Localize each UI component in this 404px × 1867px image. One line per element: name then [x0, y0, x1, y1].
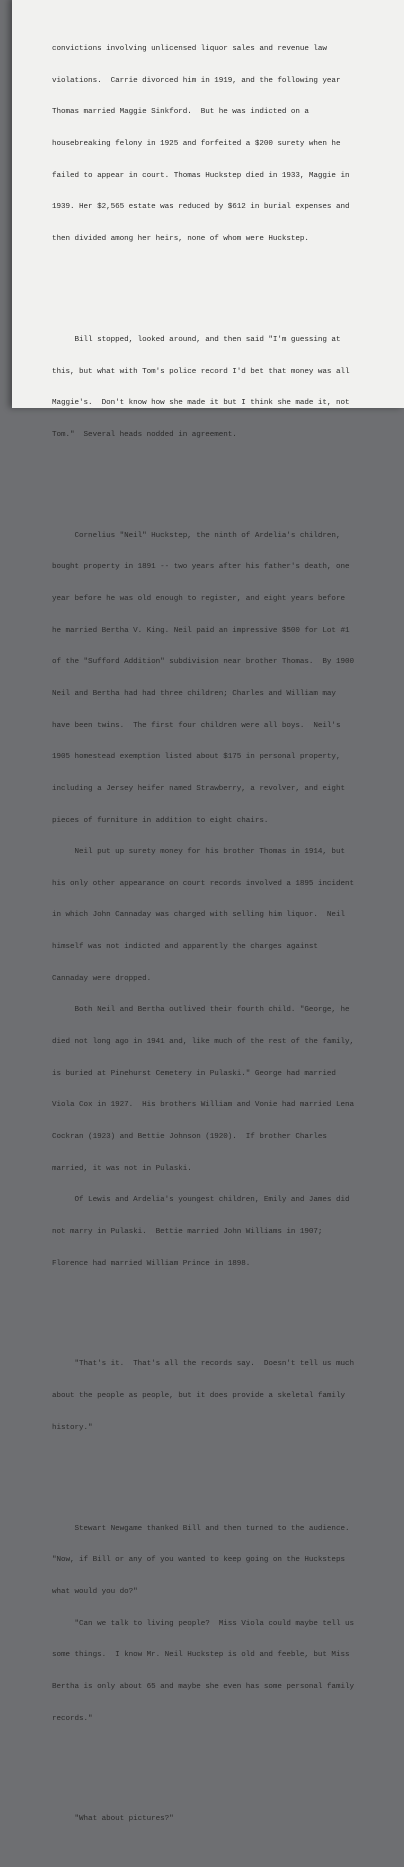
text-line: about the people as people, but it does provide a skeletal family — [52, 1392, 345, 1401]
paragraph-1 — [52, 23, 400, 266]
text-line: Cornelius "Neil" Huckstep, the ninth of Ardelia's children, — [52, 531, 341, 540]
text-line: Bertha is only about 65 and maybe she even has some personal family — [52, 1682, 354, 1691]
text-line: failed to appear in court. Thomas Huckstep died in 1933, Maggie in — [52, 171, 350, 180]
text-line: year before he was old enough to register, and eight years before — [52, 595, 345, 604]
document-body — [52, 2, 400, 1867]
text-line: Florence had married William Prince in 1898. — [52, 1259, 251, 1268]
text-line: he married Bertha V. King. Neil paid an impressive $500 for Lot #1 — [52, 626, 350, 635]
text-line: have been twins. The first four children were all boys. Neil's — [52, 721, 341, 730]
text-line: Thomas married Maggie Sinkford. But he was indicted on a — [52, 108, 309, 117]
text-line: "Can we talk to living people? Miss Viola could maybe tell us — [52, 1619, 354, 1628]
paragraph-3 — [52, 510, 400, 1290]
text-line: not marry in Pulaski. Bettie married John Williams in 1907; — [52, 1227, 323, 1236]
paragraph-5 — [52, 1503, 400, 1746]
paragraph-2 — [52, 314, 400, 462]
text-line: Viola Cox in 1927. His brothers William and Vonie had married Lena — [52, 1101, 354, 1110]
text-line: "That's it. That's all the records say. Doesn't tell us much — [52, 1360, 354, 1369]
text-line: is buried at Pinehurst Cemetery in Pulaski." George had married — [52, 1069, 336, 1078]
text-line: bought property in 1891 -- two years after his father's death, one — [52, 563, 350, 572]
text-line: including a Jersey heifer named Strawberry, a revolver, and eight — [52, 784, 345, 793]
text-line: pieces of furniture in addition to eight chairs. — [52, 816, 269, 825]
text-line: Bill stopped, looked around, and then said "I'm guessing at — [52, 335, 341, 344]
document-page — [12, 0, 404, 1824]
text-line: Tom." Several heads nodded in agreement. — [52, 430, 237, 439]
text-line: Both Neil and Bertha outlived their fourth child. "George, he — [52, 1006, 350, 1015]
text-line: 1905 homestead exemption listed about $175 in personal property, — [52, 753, 341, 762]
text-line: Stewart Newgame thanked Bill and then turned to the audience. — [52, 1524, 350, 1533]
text-line: convictions involving unlicensed liquor sales and revenue law — [52, 45, 327, 54]
text-line: violations. Carrie divorced him in 1919, and the following year — [52, 76, 341, 85]
text-line: then divided among her heirs, none of whom were Huckstep. — [52, 235, 309, 244]
text-line: his only other appearance on court records involved a 1895 incident — [52, 879, 354, 888]
paragraph-6 — [52, 1793, 400, 1846]
text-line: married, it was not in Pulaski. — [52, 1164, 192, 1173]
text-line: "Now, if Bill or any of you wanted to keep going on the Hucksteps — [52, 1556, 345, 1565]
text-line: Cannaday were dropped. — [52, 974, 152, 983]
text-line: of the "Sufford Addition" subdivision near brother Thomas. By 1900 — [52, 658, 354, 667]
text-line: this, but what with Tom's police record I'd bet that money was all — [52, 367, 350, 376]
text-line: "What about pictures?" — [52, 1815, 174, 1824]
text-line: Neil and Bertha had had three children; Charles and William may — [52, 690, 336, 698]
text-line: housebreaking felony in 1925 and forfeited a $200 surety when he — [52, 140, 341, 149]
text-line: Neil put up surety money for his brother Thomas in 1914, but — [52, 848, 345, 857]
text-line: history." — [52, 1423, 93, 1432]
text-line: himself was not indicted and apparently the charges against — [52, 943, 318, 952]
text-line: what would you do?" — [52, 1587, 138, 1596]
paragraph-4 — [52, 1338, 400, 1454]
text-line: in which John Cannaday was charged with selling him liquor. Neil — [52, 911, 345, 920]
text-line: died not long ago in 1941 and, like much of the rest of the family, — [52, 1038, 354, 1047]
text-line: Of Lewis and Ardelia's youngest children, Emily and James did — [52, 1196, 350, 1205]
text-line: Cockran (1923) and Bettie Johnson (1920). If brother Charles — [52, 1132, 327, 1141]
text-line: 1939. Her $2,565 estate was reduced by $612 in burial expenses and — [52, 203, 350, 212]
text-line: records." — [52, 1714, 93, 1723]
text-line: Maggie's. Don't know how she made it but I think she made it, not — [52, 399, 350, 408]
text-line: some things. I know Mr. Neil Huckstep is old and feeble, but Miss — [52, 1651, 350, 1660]
